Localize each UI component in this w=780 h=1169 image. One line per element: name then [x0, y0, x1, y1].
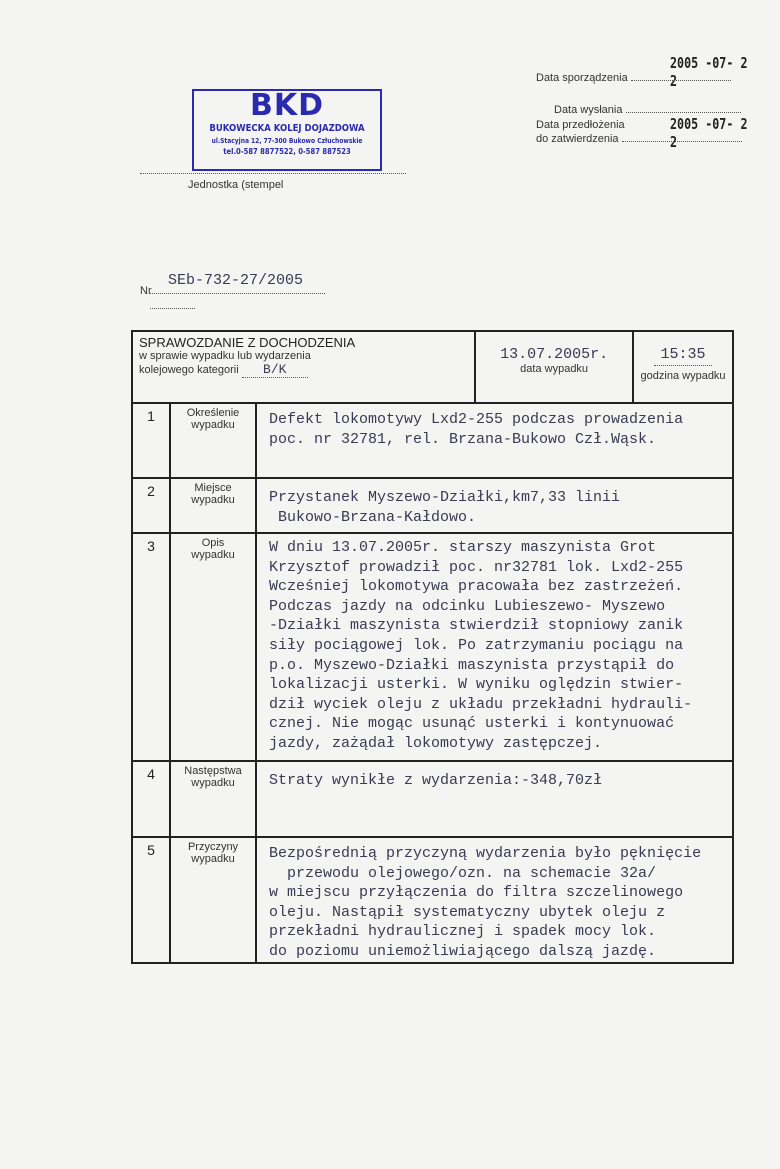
row-2-label: Miejsce wypadku: [170, 478, 256, 533]
row-5-label: Przyczyny wypadku: [170, 837, 256, 963]
report-subtitle2-text: kolejowego kategorii: [139, 364, 239, 376]
row-1-number: 1: [132, 403, 170, 478]
nr-value: SEb-732-27/2005: [168, 272, 304, 289]
accident-time-label: godzina wypadku: [640, 370, 726, 382]
row-2-number: 2: [132, 478, 170, 533]
date-submitted-label2: [536, 133, 742, 145]
row-4-text: Straty wynikłe z wydarzenia:-348,70zł: [269, 772, 603, 789]
row-1-label: Określenie wypadku: [170, 403, 256, 478]
stamp-line: [140, 173, 406, 174]
stamp-logo: BKD: [249, 88, 324, 123]
report-title: SPRAWOZDANIE Z DOCHODZENIA: [139, 335, 356, 350]
report-subtitle2: [139, 362, 474, 378]
row-3-content: [256, 533, 733, 761]
nr-label: Nr: [140, 285, 152, 297]
row-4-label: Następstwa wypadku: [170, 761, 256, 837]
row-4-number: 4: [132, 761, 170, 837]
row-3-label: Opis wypadku: [170, 533, 256, 761]
report-subtitle1: w sprawie wypadku lub wydarzenia: [139, 350, 311, 362]
date-submitted-label2-text: do zatwierdzenia: [536, 133, 619, 145]
stamp-phone: tel.0-587 8877522, 0-587 887523: [223, 147, 351, 156]
report-title-cell: [132, 331, 475, 403]
date-prepared-label-text: Data sporządzenia: [536, 72, 628, 84]
stamp-company-name: BUKOWECKA KOLEJ DOJAZDOWA: [209, 123, 365, 134]
date-submitted-dots: [622, 141, 742, 142]
row-5-text: Bezpośrednią przyczyną wydarzenia było pęknięcie przewodu olejowego/ozn. na schemacie 32a/ w miejscu przyłączenia do filtra szczelinowego oleju. Nastąpił systematyczny ubytek oleju z przekładni hydraulicznej i spadek mocy lok. do poziomu uniemożliwiającego dalszą jazdę.: [269, 845, 702, 960]
row-1-text: Defekt lokomotywy Lxd2-255 podczas prowadzenia poc. nr 32781, rel. Brzana-Bukowo Czł.Wąsk.: [269, 411, 684, 448]
accident-date-label: data wypadku: [520, 363, 589, 375]
accident-date-cell: [475, 331, 633, 403]
report-header-row: [132, 331, 733, 403]
row-4-content: [256, 761, 733, 837]
report-row-3: [132, 533, 733, 761]
stamp-caption: Jednostka (stempel: [188, 179, 284, 191]
row-3-number: 3: [132, 533, 170, 761]
date-sent-label-text: Data wysłania: [554, 104, 623, 116]
report-category: B/K: [242, 362, 308, 378]
date-submitted-stamp: 2005 -07- 2 2: [670, 115, 748, 151]
date-sent-dots: [626, 112, 741, 113]
accident-time-cell: [633, 331, 733, 403]
accident-time-dots: [654, 365, 712, 366]
row-1-content: [256, 403, 733, 478]
nr-line2: [150, 308, 195, 309]
report-row-2: [132, 478, 733, 533]
stamp-address: ul.Stacyjna 12, 77-300 Bukowo Człuchowskie: [211, 137, 363, 145]
row-3-text: W dniu 13.07.2005r. starszy maszynista Grot Krzysztof prowadził poc. nr32781 lok. Lxd2-255 Wcześniej lokomotywa pracowała bez zastrzeżeń. Podczas jazdy na odcinku Lubieszewo- Myszewo -Działki maszynista stwierdził stopniowy zanik siły pociągowej lok. Po zatrzymaniu pociągu na p.o. Myszewo-Działki maszynista przystąpił do lokalizacji usterki. W wyniku oględzin stwier- dził wyciek oleju z układu przekładni hydrauli- cznej. Nie mogąc usunąć usterki i kontynuować jazdy, zażądał lokomotywy zastępczej.: [269, 539, 693, 752]
report-row-5: [132, 837, 733, 963]
row-5-number: 5: [132, 837, 170, 963]
report-row-1: [132, 403, 733, 478]
row-2-content: [256, 478, 733, 533]
date-prepared-label: [536, 72, 731, 84]
accident-date: 13.07.2005r.: [500, 346, 609, 363]
report-row-4: [132, 761, 733, 837]
row-5-content: [256, 837, 733, 963]
accident-time: 15:35: [660, 346, 706, 363]
company-stamp: [192, 89, 382, 171]
date-prepared-stamp: 2005 -07- 2 2: [670, 54, 748, 90]
nr-line: [150, 293, 325, 294]
report-table: [131, 330, 734, 964]
date-prepared-dots: [631, 80, 731, 81]
row-2-text: Przystanek Myszewo-Działki,km7,33 linii Bukowo-Brzana-Kałdowo.: [269, 489, 621, 526]
date-submitted-label: Data przedłożenia: [536, 119, 625, 131]
